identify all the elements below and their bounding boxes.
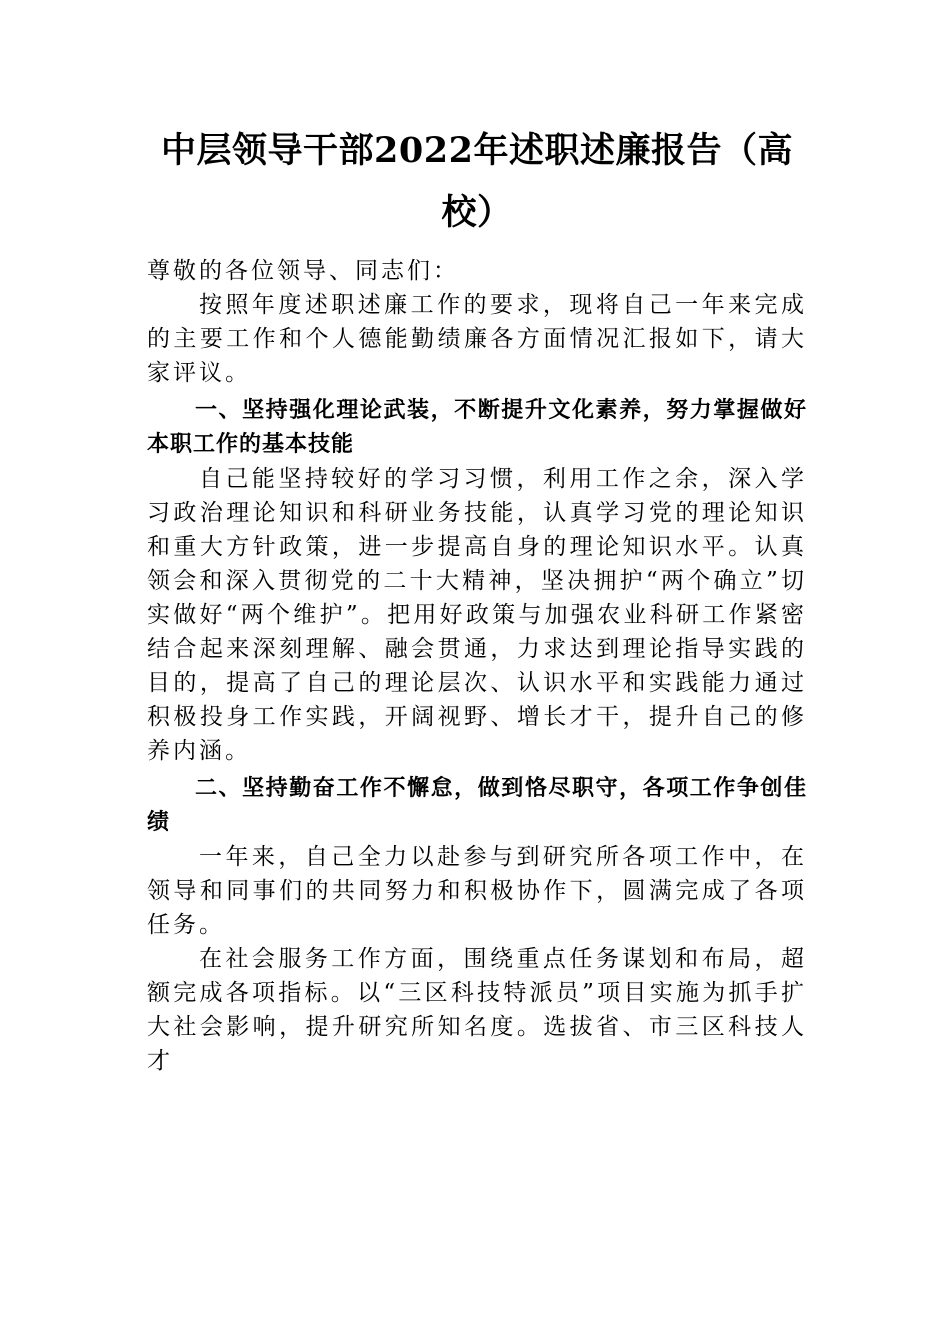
section-1-heading: 一、坚持强化理论武装，不断提升文化素养，努力掌握做好本职工作的基本技能 — [147, 398, 807, 457]
document-title: 中层领导干部2022年述职述廉报告（高校） — [161, 130, 793, 233]
salutation: 尊敬的各位领导、同志们： — [147, 258, 459, 284]
section-2-paragraph-1: 一年来，自己全力以赴参与到研究所各项工作中，在领导和同事们的共同努力和积极协作下，圆满完成了各项任务。 — [147, 844, 807, 938]
intro-paragraph: 按照年度述职述廉工作的要求，现将自己一年来完成的主要工作和个人德能勤绩廉各方面情况汇报如下，请大家评议。 — [147, 292, 807, 386]
section-1-paragraph: 自己能坚持较好的学习习惯，利用工作之余，深入学习政治理论知识和科研业务技能，认真学习党的理论知识和重大方针政策，进一步提高自身的理论知识水平。认真领会和深入贯彻党的二十大精神，坚决拥护“两个确立”切实做好“两个维护”。把用好政策与加强农业科研工作紧密结合起来深刻理解、融会贯通，力求达到理论指导实践的目的，提高了自己的理论层次、认识水平和实践能力通过积极投身工作实践，开阔视野、增长才干，提升自己的修养内涵。 — [147, 466, 807, 764]
section-2-heading: 二、坚持勤奋工作不懈怠，做到恪尽职守，各项工作争创佳绩 — [147, 776, 807, 835]
document-page — [147, 0, 807, 1078]
section-2-paragraph-2: 在社会服务工作方面，围绕重点任务谋划和布局，超额完成各项指标。以“三区科技特派员”项目实施为抓手扩大社会影响，提升研究所知名度。选拔省、市三区科技人才 — [147, 946, 807, 1074]
